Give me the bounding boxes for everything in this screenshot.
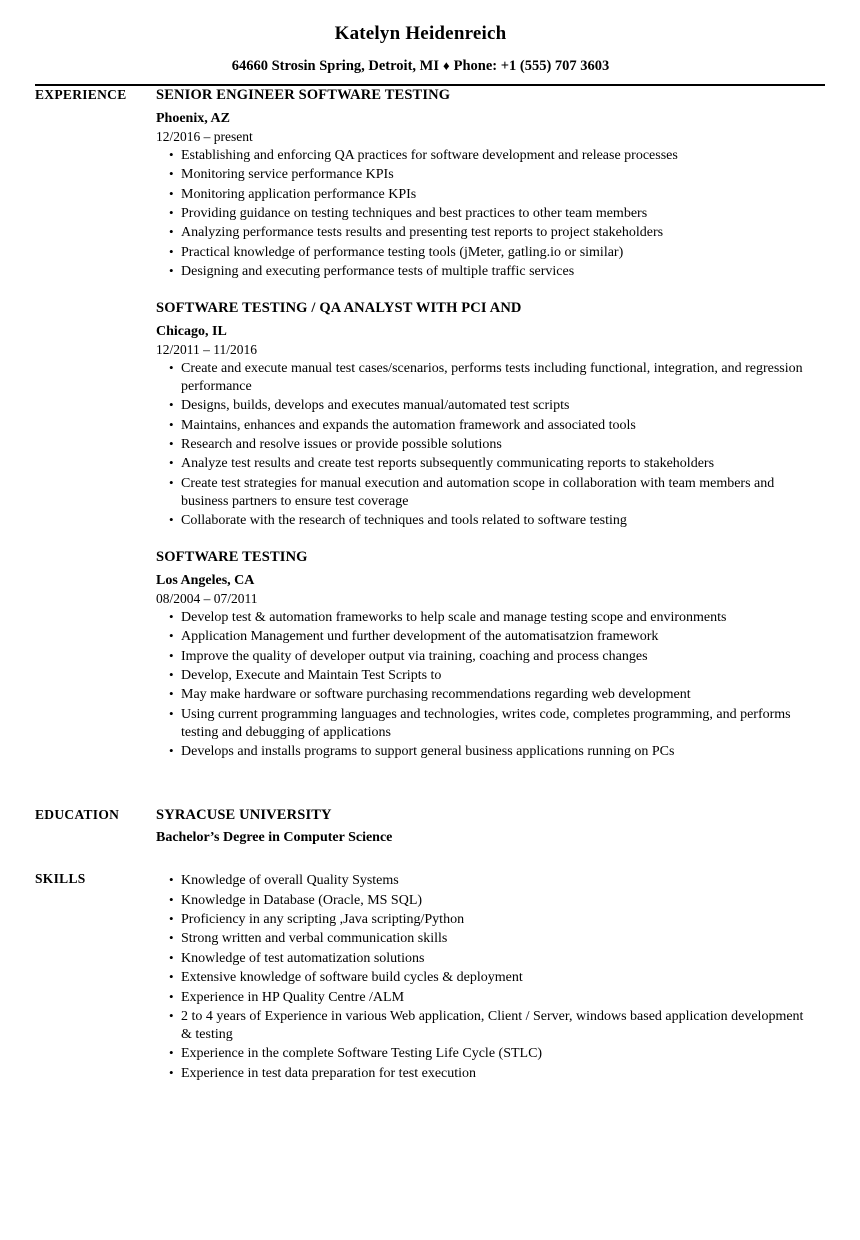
list-item-text: Application Management und further development of the automatisatzion framework: [181, 629, 659, 645]
experience-section: [35, 86, 806, 763]
bullet-icon: •: [169, 1064, 174, 1080]
list-item-text: 2 to 4 years of Experience in various Web application, Client / Server, windows based application development & testing: [181, 1009, 804, 1042]
list-item: [156, 989, 806, 1007]
list-item: [156, 224, 806, 242]
list-item: [156, 186, 806, 204]
bullet-icon: •: [169, 608, 174, 624]
list-item-text: Experience in HP Quality Centre /ALM: [181, 989, 405, 1005]
experience-entry: [156, 86, 806, 281]
job-location: Chicago, IL: [156, 324, 227, 340]
list-item: [156, 263, 806, 281]
bullet-icon: •: [169, 667, 174, 683]
list-item-text: Knowledge in Database (Oracle, MS SQL): [181, 892, 423, 908]
list-item-text: Proficiency in any scripting ,Java scripting/Python: [181, 912, 465, 927]
list-item: [156, 1008, 806, 1044]
list-item: [156, 628, 806, 646]
list-item-text: Knowledge of test automatization solutions: [181, 950, 425, 966]
candidate-name: Katelyn Heidenreich: [334, 23, 507, 44]
list-item-text: Extensive knowledge of software build cycles & deployment: [181, 970, 523, 986]
list-item: [156, 969, 806, 987]
skills-entries: [156, 870, 806, 1084]
list-item: [156, 244, 806, 262]
list-item-text: Collaborate with the research of techniques and tools related to software testing: [181, 513, 627, 529]
section-label-education: EDUCATION: [35, 806, 120, 822]
job-dates: 12/2016 – present: [156, 128, 253, 144]
bullet-icon: •: [169, 891, 174, 907]
list-item: [156, 892, 806, 910]
list-item: [156, 743, 806, 761]
contact-address: 64660 Strosin Spring, Detroit, MI: [231, 57, 439, 74]
list-item-text: Knowledge of overall Quality Systems: [181, 873, 399, 889]
bullet-icon: •: [169, 872, 174, 888]
list-item: [156, 930, 806, 948]
bullet-icon: •: [169, 988, 174, 1004]
experience-entry: [156, 548, 806, 761]
contact-phone: Phone: +1 (555) 707 3603: [453, 57, 610, 74]
education-entry: [156, 806, 806, 847]
list-item: [156, 1065, 806, 1083]
list-item: [156, 911, 806, 929]
list-item-text: Practical knowledge of performance testing tools (jMeter, gatling.io or similar): [181, 244, 624, 260]
section-gap: [35, 846, 806, 870]
bullet-icon: •: [169, 416, 174, 432]
skills-section: [35, 870, 806, 1084]
job-bullet-list: [156, 609, 806, 761]
list-item-text: Create test strategies for manual execution and automation scope in collaboration with team members and business partners to ensure test coverage: [181, 475, 775, 509]
list-item-text: Strong written and verbal communication skills: [181, 931, 448, 947]
bullet-icon: •: [169, 949, 174, 965]
education-section: [35, 806, 806, 847]
bullet-icon: •: [169, 455, 174, 471]
list-item-text: Providing guidance on testing techniques and best practices to other team members: [181, 205, 648, 221]
list-item-text: Research and resolve issues or provide possible solutions: [181, 436, 502, 452]
job-title: SOFTWARE TESTING: [156, 549, 308, 565]
bullet-icon: •: [169, 1008, 174, 1024]
contact-line: [35, 57, 806, 75]
section-label-experience: EXPERIENCE: [35, 86, 127, 102]
list-item: [156, 609, 806, 627]
bullet-icon: •: [169, 263, 174, 279]
list-item-text: Analyze test results and create test reports subsequently communicating reports to stakeholders: [181, 456, 715, 472]
list-item-text: Designing and executing performance tests of multiple traffic services: [181, 264, 575, 280]
list-item-text: Establishing and enforcing QA practices for software development and release processes: [181, 147, 678, 163]
list-item-text: Using current programming languages and technologies, writes code, completes programming, and performs testing and debugging of applications: [181, 706, 791, 740]
resume-header: [0, 0, 860, 75]
bullet-icon: •: [169, 166, 174, 182]
job-bullet-list: [156, 360, 806, 530]
education-entries: [156, 806, 806, 847]
list-item: [156, 455, 806, 473]
bullet-icon: •: [169, 146, 174, 162]
bullet-icon: •: [169, 647, 174, 663]
list-item: [156, 686, 806, 704]
list-item-text: Experience in the complete Software Testing Life Cycle (STLC): [181, 1046, 543, 1062]
bullet-icon: •: [169, 628, 174, 644]
bullet-icon: •: [169, 512, 174, 528]
list-item-text: Maintains, enhances and expands the automation framework and associated tools: [181, 417, 636, 433]
bullet-icon: •: [169, 911, 174, 926]
bullet-icon: •: [169, 705, 174, 721]
job-dates: 12/2011 – 11/2016: [156, 341, 257, 357]
list-item: [156, 1045, 806, 1063]
list-item: [156, 512, 806, 530]
bullet-icon: •: [169, 743, 174, 759]
list-item-text: Create and execute manual test cases/scenarios, performs tests including functional, integration, and regression performance: [181, 360, 803, 394]
list-item: [156, 872, 806, 890]
list-item-text: May make hardware or software purchasing recommendations regarding web development: [181, 687, 691, 703]
bullet-icon: •: [169, 1045, 174, 1061]
education-school: SYRACUSE UNIVERSITY: [156, 806, 332, 823]
job-location: Phoenix, AZ: [156, 111, 230, 126]
list-item: [156, 667, 806, 685]
list-item: [156, 706, 806, 742]
job-title: SOFTWARE TESTING / QA ANALYST WITH PCI AND: [156, 300, 522, 317]
section-gap: [35, 763, 806, 806]
list-item: [156, 397, 806, 415]
job-dates: 08/2004 – 07/2011: [156, 590, 258, 606]
bullet-icon: •: [169, 243, 174, 259]
bullet-icon: •: [169, 359, 174, 375]
list-item-text: Develops and installs programs to support general business applications running on PCs: [181, 744, 675, 760]
list-item-text: Improve the quality of developer output via training, coaching and process changes: [181, 648, 648, 664]
list-item: [156, 475, 806, 511]
list-item-text: Experience in test data preparation for test execution: [181, 1065, 477, 1081]
bullet-icon: •: [169, 930, 174, 946]
bullet-icon: •: [169, 686, 174, 702]
list-item: [156, 417, 806, 435]
resume-content: [0, 86, 860, 1084]
job-location: Los Angeles, CA: [156, 573, 255, 589]
education-degree: Bachelor’s Degree in Computer Science: [156, 829, 393, 845]
bullet-icon: •: [169, 185, 174, 201]
job-title: SENIOR ENGINEER SOFTWARE TESTING: [156, 86, 451, 103]
experience-entry: [156, 299, 806, 530]
bullet-icon: •: [169, 204, 174, 220]
section-label-skills: SKILLS: [35, 871, 86, 887]
list-item: [156, 436, 806, 454]
skills-bullet-list: [156, 872, 806, 1082]
list-item: [156, 205, 806, 223]
list-item-text: Develop test & automation frameworks to help scale and manage testing scope and environments: [181, 609, 727, 625]
list-item-text: Analyzing performance tests results and presenting test reports to project stakeholders: [181, 225, 664, 241]
list-item: [156, 166, 806, 184]
bullet-icon: •: [169, 224, 174, 240]
list-item-text: Monitoring application performance KPIs: [181, 186, 417, 202]
list-item: [156, 648, 806, 666]
bullet-icon: •: [169, 969, 174, 985]
bullet-icon: •: [169, 397, 174, 413]
list-item: [156, 147, 806, 165]
bullet-icon: •: [169, 474, 174, 490]
list-item-text: Monitoring service performance KPIs: [181, 167, 394, 183]
list-item: [156, 360, 806, 396]
list-item: [156, 950, 806, 968]
bullet-icon: •: [169, 435, 174, 451]
list-item-text: Develop, Execute and Maintain Test Scripts to: [181, 668, 442, 684]
experience-entries: [156, 86, 806, 763]
diamond-separator-icon: ♦: [443, 57, 450, 73]
job-bullet-list: [156, 147, 806, 281]
list-item-text: Designs, builds, develops and executes manual/automated test scripts: [181, 398, 570, 414]
